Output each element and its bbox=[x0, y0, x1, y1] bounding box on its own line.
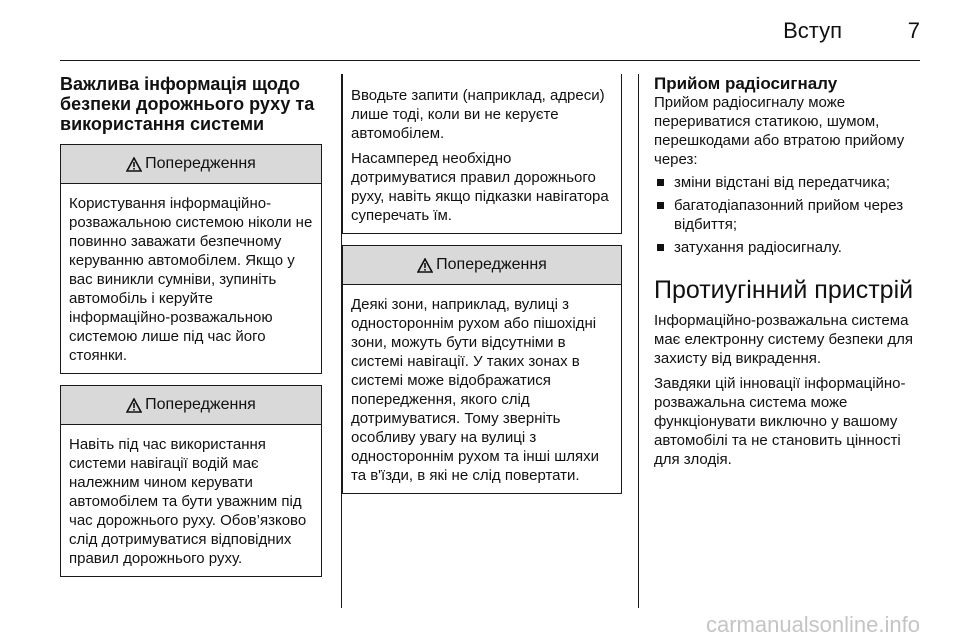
warning-text: Деякі зони, наприклад, вулиці з одностороннім рухом або пішохідні зони, можуть бути відсутніми в системі навігації. У таких зонах в системі може відображатися попередження, якого слід дотримуватися. Тому зверніть особливу увагу на вулиці з одностороннім рухом та інші шляхи та в'їзди, в які не слід повертати. bbox=[351, 296, 599, 484]
warning-header bbox=[343, 246, 621, 285]
theft-paragraph: Інформаційно-розважальна система має електронну систему безпеки для захисту від викрадення. bbox=[654, 312, 914, 367]
watermark: carmanualsonline.info bbox=[705, 612, 920, 637]
warning-triangle-icon bbox=[417, 258, 433, 273]
radio-heading: Прийом радіосигналу bbox=[654, 74, 838, 93]
warning-label: Попередження bbox=[145, 396, 256, 413]
warning-label: Попередження bbox=[145, 155, 256, 172]
warning-triangle-icon bbox=[126, 398, 142, 413]
warning-box bbox=[60, 144, 322, 374]
continued-warning-box bbox=[342, 74, 622, 234]
theft-heading: Протиугінний пристрій bbox=[654, 276, 914, 304]
radio-bullet-list bbox=[654, 173, 922, 257]
list-item: зміни відстані від передатчика; bbox=[654, 173, 922, 192]
safety-heading: Важлива інформація щодо безпеки дорожнього руху та використання системи bbox=[60, 74, 315, 134]
page-number: 7 bbox=[907, 18, 920, 43]
warning-box bbox=[342, 245, 622, 494]
warning-text: Навіть під час використання системи навігації водій має належним чином керувати автомобілем та бути уважним під час дорожнього руху. Обов’язково слід дотримуватися відповідних правил дорожнього руху. bbox=[69, 436, 307, 567]
list-item: багатодіапазонний прийом через відбиття; bbox=[654, 196, 922, 234]
page-header bbox=[60, 0, 920, 61]
warning-header bbox=[61, 145, 321, 184]
continued-paragraph: Насамперед необхідно дотримуватися правил дорожнього руху, навіть якщо підказки навігатора суперечать їм. bbox=[351, 150, 609, 224]
column-divider bbox=[638, 74, 639, 608]
warning-label: Попередження bbox=[436, 256, 547, 273]
warning-text: Користування інформаційно-розважальною системою ніколи не повинно заважати безпечному керуванню автомобілем. Якщо у вас виникли сумніви, зупиніть автомобіль і керуйте інформаційно-розважальною системою лише під час його стоянки. bbox=[69, 195, 313, 364]
column-1 bbox=[60, 74, 322, 577]
column-3 bbox=[654, 74, 922, 469]
list-item: затухання радіосигналу. bbox=[654, 238, 922, 257]
continued-paragraph: Вводьте запити (наприклад, адреси) лише тоді, коли ви не керуєте автомобілем. bbox=[351, 87, 605, 142]
header-title: Вступ bbox=[783, 18, 842, 43]
warning-header bbox=[61, 386, 321, 425]
warning-triangle-icon bbox=[126, 157, 142, 172]
radio-intro: Прийом радіосигналу може перериватися статикою, шумом, перешкодами або втратою прийому через: bbox=[654, 94, 905, 168]
theft-paragraph: Завдяки цій інновації інформаційно-розважальна система може функціонувати виключно у вашому автомобілі та не становить цінності для злодія. bbox=[654, 375, 906, 468]
column-2 bbox=[342, 74, 622, 494]
warning-box bbox=[60, 385, 322, 577]
